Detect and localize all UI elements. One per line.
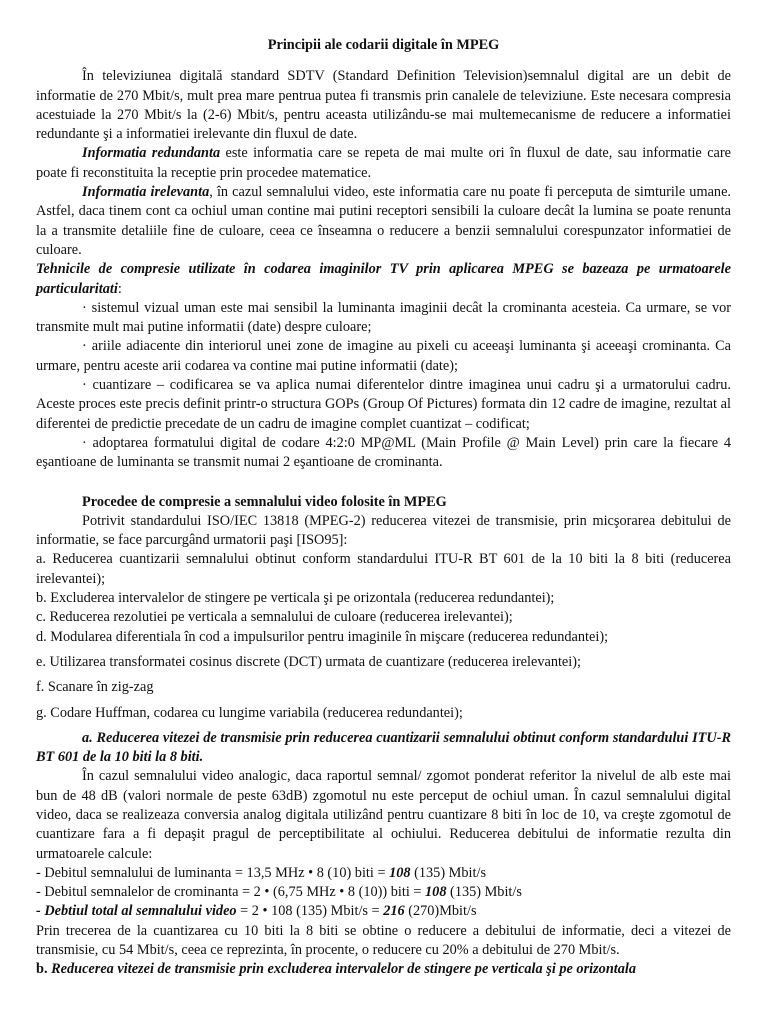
step-item: e. Utilizarea transformatei cosinus discrete (DCT) urmata de cuantizare (reducerea irelevantei); (36, 653, 581, 670)
intro-paragraph: În televiziunea digitală standard SDTV (Standard Definition Television)semnalul digital are un debit de informatie de 270 Mbit/s, mult prea mare pentrua putea fi transmis prin canalele de televiziune. Este necesara compresia acestuiade la 270 Mbit/s la (2-6) Mbit/s, pentru aceasta utilizându-se mai multemecanisme de reducere a informatiei redundante şi a informatiei irelevante din fluxul de date. (36, 68, 731, 143)
list-item: · sistemul vizual uman este mai sensibil la luminanta imaginii decât la crominanta acesteia. Ca urmare, se vor transmite mult mai putine informatii (date) despre culoare; (36, 299, 731, 336)
calc-total: - Debtiul total al semnalului video = 2 • 108 (135) Mbit/s = 216 (270)Mbit/s (36, 903, 477, 920)
redundant-info-text: este informatia care se repeta de mai multe ori în fluxul de date, sau informatie care poate fi reconstituita la receptie prin procedee matematice. (36, 145, 731, 181)
step-item: f. Scanare în zig-zag (36, 679, 154, 696)
list-item: · cuantizare – codificarea se va aplica numai diferentelor dintre imaginea unui cadru şi a urmatorului cadru. Aceste proces este precis definit printr-o structura GOPs (Group Of Pictures) formata din 12 cadre de imagine, rezultat al diferentei de predictie precedate de un cadru de imagine complet cuantizat – codificat; (36, 377, 731, 432)
irrelevant-info-paragraph (36, 183, 731, 260)
list-item: · ariile adiacente din interiorul unei zone de imagine au pixeli cu aceeaşi luminanta şi aceeaşi crominanta. Ca urmare, pentru aceste arii codarea va contine mai putine informatii (date); (36, 338, 731, 374)
spacer (36, 473, 731, 493)
list-item: · adoptarea formatului digital de codare 4:2:0 MP@ML (Main Profile @ Main Level) prin care la fiecare 4 eşantioane de luminanta se transmit numai 2 eşantioane de crominanta. (36, 434, 731, 471)
section-a-conclusion: Prin trecerea de la cuantizarea cu 10 biti la 8 biti se obtine o reducere a debitului de informatie, deci a vitezei de transmisie, cu 54 Mbit/s, ceea ce reprezinta, în procente, o reducere cu 20% a debitului de 270 Mbit/s. (36, 922, 731, 959)
redundant-info-paragraph (36, 144, 731, 183)
step-item: d. Modularea diferentiala în cod a impulsurilor pentru imaginile în mişcare (reducerea redundantei); (36, 628, 609, 645)
document-title: Principii ale codarii digitale în MPEG (267, 37, 500, 53)
calc-chrominance: - Debitul semnalelor de crominanta = 2 • (6,75 MHz • 8 (10)) biti = 108 (135) Mbit/s (36, 884, 522, 901)
redundant-info-term: Informatia redundanta (82, 145, 221, 162)
irrelevant-info-term: Informatia irelevanta (82, 184, 210, 201)
step-item: c. Reducerea rezolutiei pe verticala a semnalului de culoare (reducerea irelevantei); (36, 609, 513, 626)
step-item: b. Excluderea intervalelor de stingere pe verticala şi pe orizontala (reducerea redundantei); (36, 590, 555, 607)
irrelevant-info-text: , în cazul semnalului video, este informatia care nu poate fi perceputa de simturile umane. Astfel, daca tinem cont ca ochiul uman contine mai putini receptori sensibili la culoare decât la lumina se poate renunta la a transmite detaliile fine de culoare, ceea ce înseamna o reducere a benzii semnalului corespunzator informatiei de culoare. (36, 184, 731, 258)
calc-luminance: - Debitul semnalului de luminanta = 13,5 MHz • 8 (10) biti = 108 (135) Mbit/s (36, 864, 487, 881)
step-item: a. Reducerea cuantizarii semnalului obtinut conform standardului ITU-R BT 601 de la 10 biti la 8 biti (reducerea irelevantei); (36, 551, 731, 587)
techniques-heading: Tehnicile de compresie utilizate în codarea imaginilor TV prin aplicarea MPEG se bazeaza pe urmatoarele particularitati: (36, 261, 731, 297)
document-page (36, 30, 731, 980)
procedures-heading: Procedee de compresie a semnalului video folosite în MPEG (82, 493, 447, 510)
section-a-heading: a. Reducerea vitezei de transmisie prin reducerea cuantizarii semnalului obtinut conform standardului ITU-R BT 601 de la 10 biti la 8 biti. (36, 729, 731, 766)
section-b-heading: b. Reducerea vitezei de transmisie prin excluderea intervalelor de stingere pe verticala şi pe orizontala (36, 961, 637, 978)
section-a-paragraph: În cazul semnalului video analogic, daca raportul semnal/ zgomot ponderat referitor la nivelul de alb este mai bun de 48 dB (valori normale de peste 63dB) zgomotul nu este perceput de ochiul uman. În cazul semnalului digital video, daca se realizeaza conversia analog digitala utilizând pentru cuantizare 8 biti în loc de 10, va creşte zgomotul de cuantizare fara a fi depaşit pragul de perceptibilitate al ochiului. Reducerea debitului de informatie rezulta din urmatoarele calcule: (36, 768, 731, 862)
step-item: g. Codare Huffman, codarea cu lungime variabila (reducerea redundantei); (36, 704, 463, 721)
procedures-intro: Potrivit standardului ISO/IEC 13818 (MPEG-2) reducerea vitezei de transmisie, prin micşorarea debitului de informatie, se face parcurgând urmatorii paşi [ISO95]: (36, 512, 731, 549)
